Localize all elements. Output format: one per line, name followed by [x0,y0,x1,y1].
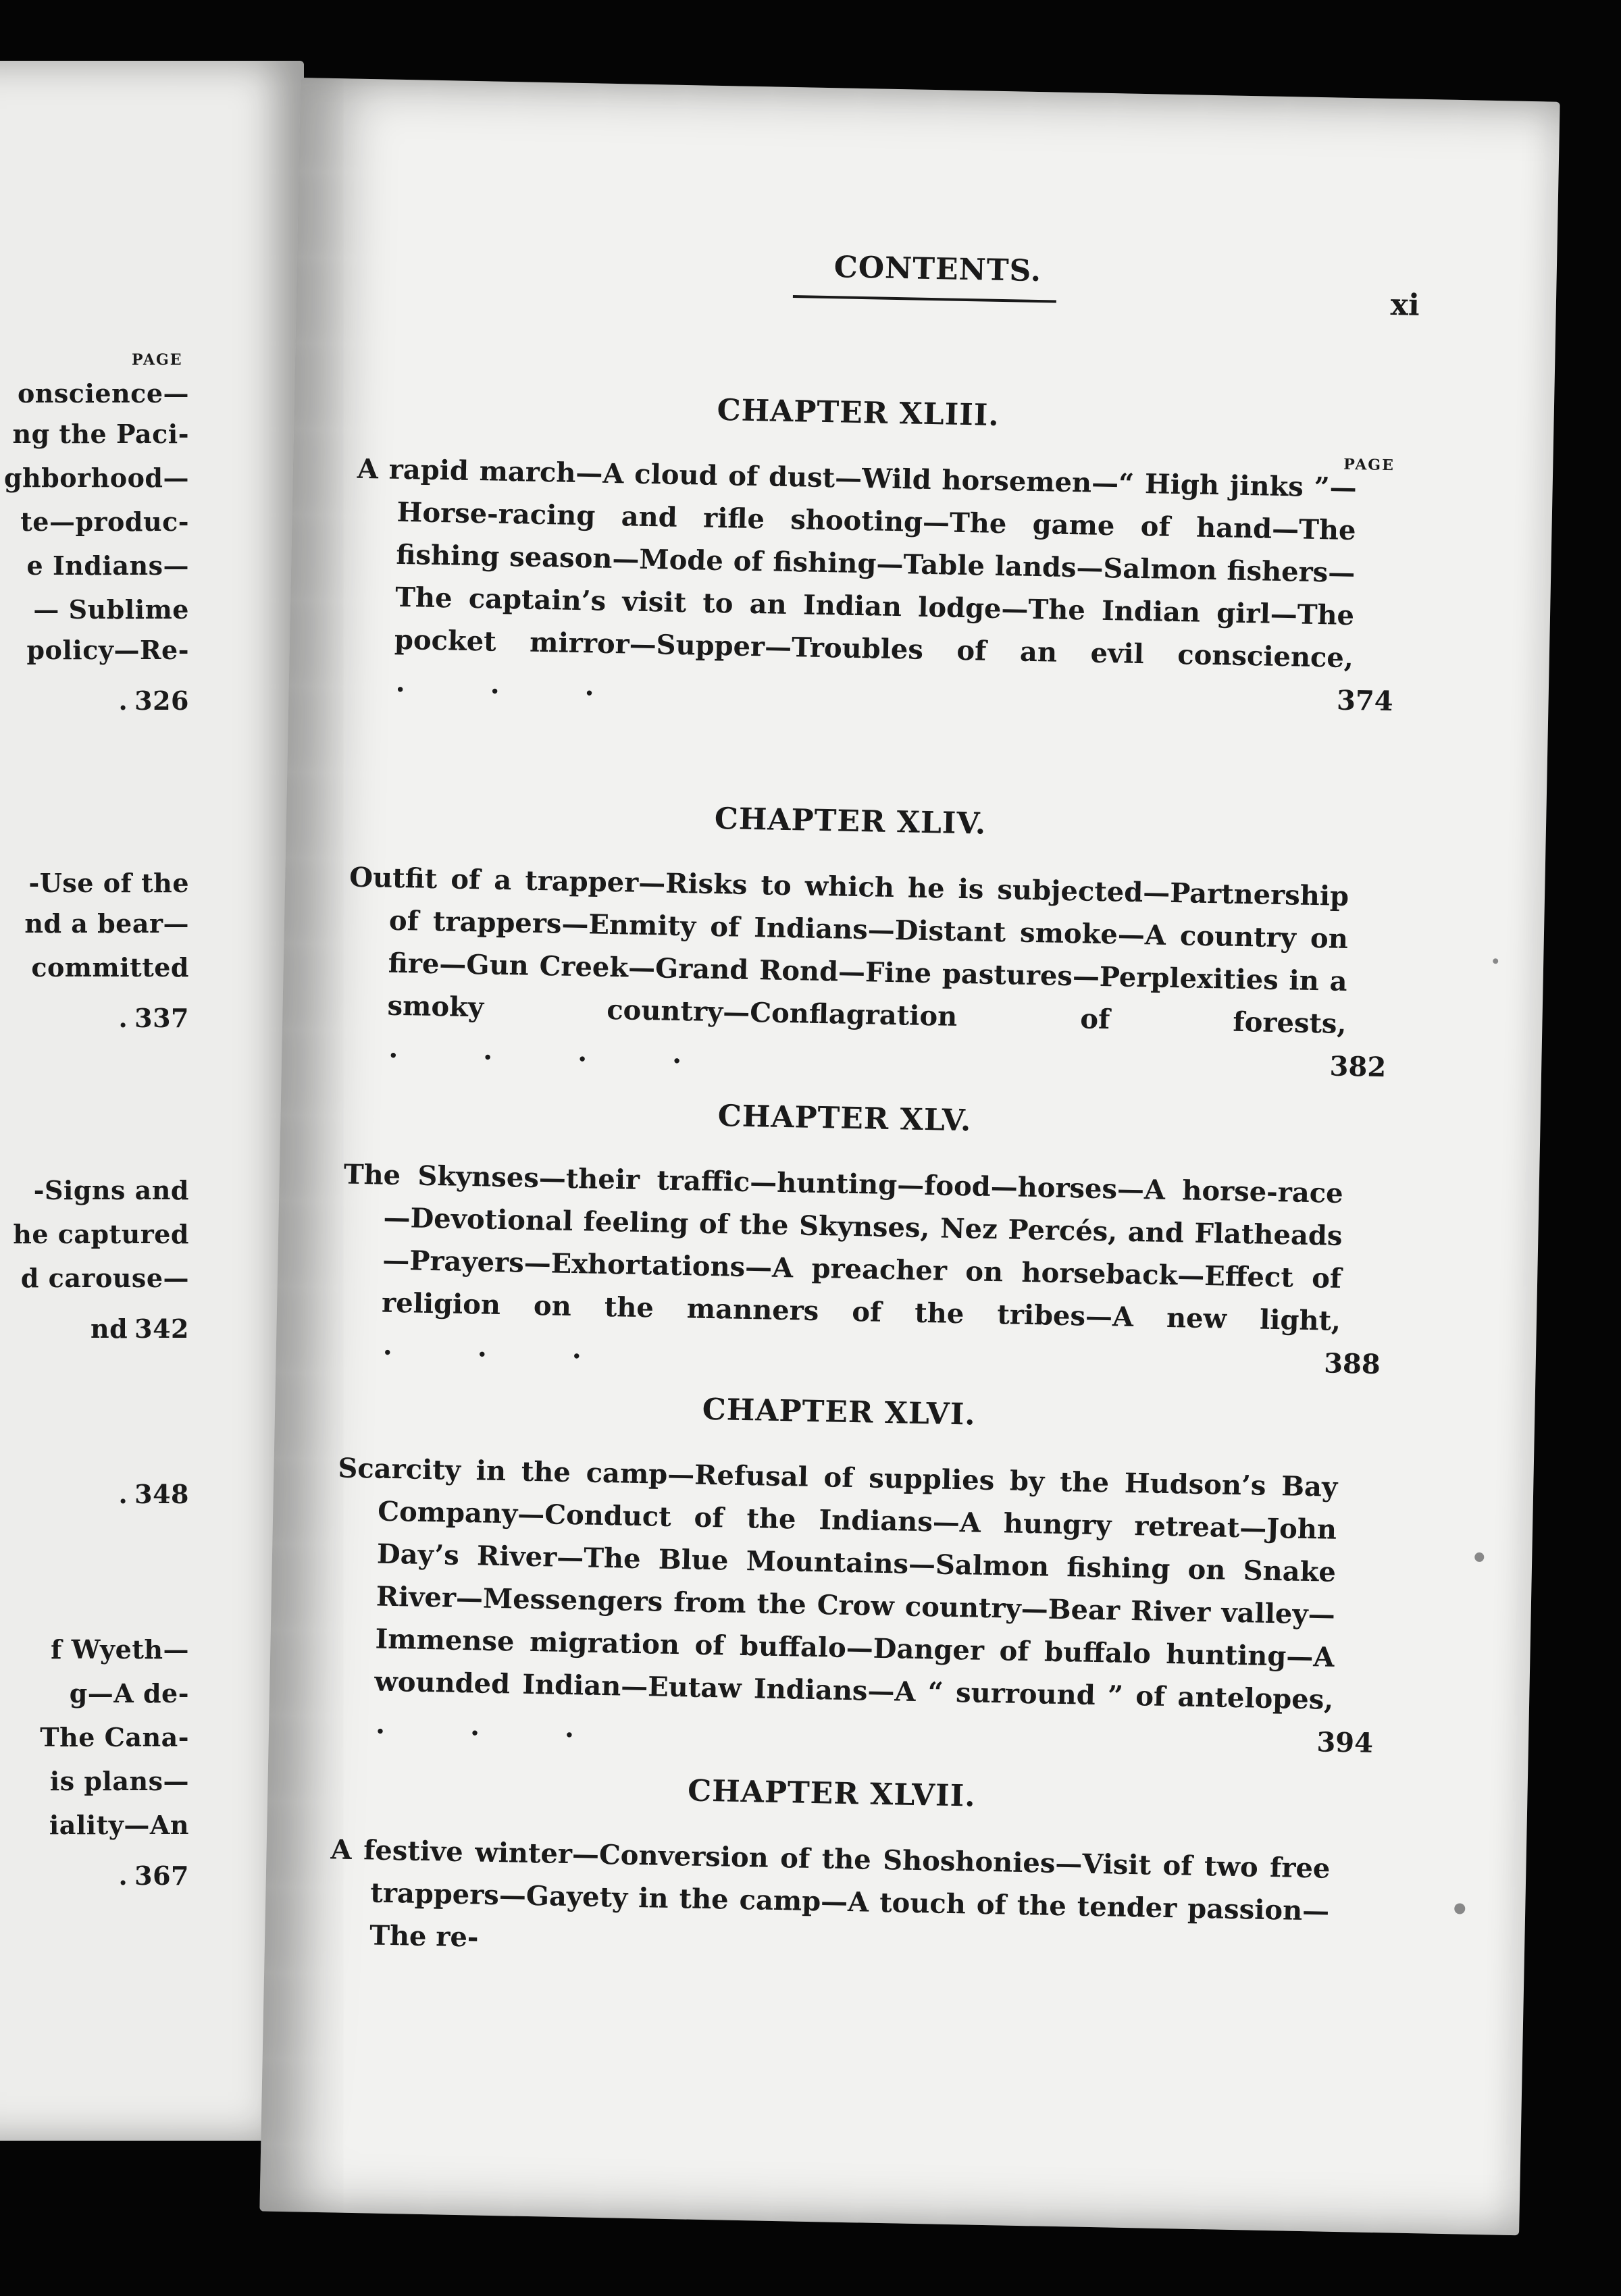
left-page-line-text: he captured [13,1219,189,1249]
left-page-line-text: policy—Re- [26,635,189,665]
left-page-line [0,952,189,983]
chapter-summary [333,1446,1374,1763]
left-page-line-text: . [118,1479,128,1509]
chapter-entry [346,795,1387,1088]
left-page-line-page-number: 367 [134,1860,189,1891]
left-page-line-text: te—produc- [20,506,189,537]
right-page [259,78,1560,2235]
left-page-line-text: ghborhood— [3,463,189,493]
left-page-line [0,908,189,939]
chapter-title: CHAPTER XLIV. [714,801,987,841]
dot-leader: . . . . [388,1032,682,1070]
left-page-line-text: nd a bear— [24,908,189,939]
chapter-summary-text: A festive winter—Conversion of the Shoshonies—Visit of two free trappers—Gayety in the camp—A touch of the tender passion—The re- [330,1833,1331,1954]
left-page-column-marker: PAGE [132,351,183,369]
dot-leader: . . . [382,1329,582,1365]
left-page-line-text: d carouse— [20,1263,189,1293]
left-page-line-text: g—A de- [69,1678,189,1708]
left-page-line-text: iality—An [49,1810,189,1840]
paper-speck [1474,1553,1484,1562]
left-page-line-text: . [118,1003,128,1033]
left-page-line [0,1003,189,1033]
left-page-line [0,1722,189,1752]
chapter-page-number: 388 [1323,1347,1381,1381]
chapter-page-number: 374 [1336,684,1394,718]
left-page-line-text: -Signs and [33,1175,189,1205]
left-page-line [0,685,189,716]
paper-speck [1493,958,1498,964]
chapter-entry [333,1385,1374,1763]
chapter-entry [329,1767,1332,1975]
chapter-summary-text: The Skynses—their traffic—hunting—food—horses—A horse-race—Devotional feeling of the Skynses, Nez Percés, and Flatheads—Prayers—Exhortations—A preacher on horseback—Effect of religion on the manners of the tribes—A new light, [343,1158,1344,1337]
dot-leader: . . . [395,666,595,702]
chapter-summary [346,856,1387,1088]
left-page-line-text: — Sublime [33,594,189,625]
left-page-line [0,419,189,449]
left-page-line [0,1766,189,1796]
left-page-line [0,1810,189,1840]
left-page-line [0,1678,189,1708]
chapter-summary-text: Scarcity in the camp—Refusal of supplies by the Hudson’s Bay Company—Conduct of the Indians—A hungry retreat—John Day’s River—The Blue Mountains—Salmon fishing on Snake River—Messengers from the Crow country—Bear River valley—Immense migration of buffalo—Danger of buffalo hunting—A wounded Indian—Eutaw Indians—A “ surround ” of antelopes, [338,1452,1338,1716]
left-page-line [0,635,189,665]
chapter-summary [340,1153,1381,1385]
running-head: CONTENTS. [833,250,1042,289]
left-page-line-text: . [118,1860,128,1891]
page-column-marker: PAGE [1343,455,1395,475]
left-page-line [0,1219,189,1249]
left-page-line-text: -Use of the [28,868,189,898]
left-page-line-page-number: 326 [134,685,189,716]
chapter-page-number: 382 [1329,1050,1387,1084]
left-page-line-text: . [118,685,128,716]
folio: xi [1390,288,1420,323]
left-page-line [0,1263,189,1293]
left-page-line-page-number: 337 [134,1003,189,1033]
left-page-line-text: The Cana- [40,1722,189,1752]
left-page [0,61,304,2141]
left-page-line-text: ng the Paci- [12,419,189,449]
chapter-summary-text: A rapid march—A cloud of dust—Wild horsemen—“ High jinks ”—Horse-racing and rifle shooting—The game of hand—The fishing season—Mode of fishing—Table lands—Salmon fishers—The captain’s visit to an Indian lodge—The Indian girl—The pocket mirror—Supper—Troubles of an evil conscience, [357,452,1358,675]
left-page-line-text: e Indians— [26,550,189,581]
running-head-rule [793,295,1056,303]
left-page-line-text: is plans— [49,1766,189,1796]
left-page-line [0,463,189,493]
left-page-line-page-number: 348 [134,1479,189,1509]
left-page-line-text: f Wyeth— [51,1634,189,1665]
left-page-line-text: committed [31,952,189,983]
left-page-line [0,1634,189,1665]
left-page-line-text: onscience— [17,378,189,409]
left-page-line [0,868,189,898]
left-page-line [0,1313,189,1344]
left-page-line [0,1479,189,1509]
paper-speck [1454,1903,1465,1914]
chapter-summary-text: Outfit of a trapper—Risks to which he is subjected—Partnership of trappers—Enmity of Indians—Distant smoke—A country on fire—Gun Creek—Grand Rond—Fine pastures—Perplexities in a smoky country—Conflagration of forests, [349,861,1349,1040]
chapter-summary [329,1828,1331,1975]
left-page-line [0,506,189,537]
left-page-line [0,594,189,625]
left-page-line [0,550,189,581]
chapter-entry [340,1092,1381,1385]
chapter-title: CHAPTER XLVI. [702,1392,977,1432]
chapter-title: CHAPTER XLV. [717,1099,972,1139]
left-page-line [0,1175,189,1205]
dot-leader: . . . [375,1708,575,1744]
chapter-title: CHAPTER XLIII. [717,392,1000,433]
left-page-line-page-number: 342 [134,1313,189,1344]
chapter-page-number: 394 [1316,1726,1374,1759]
left-page-line [0,1860,189,1891]
left-page-line [0,378,189,409]
chapter-title: CHAPTER XLVII. [687,1773,977,1814]
left-page-line-text: nd [90,1313,128,1344]
